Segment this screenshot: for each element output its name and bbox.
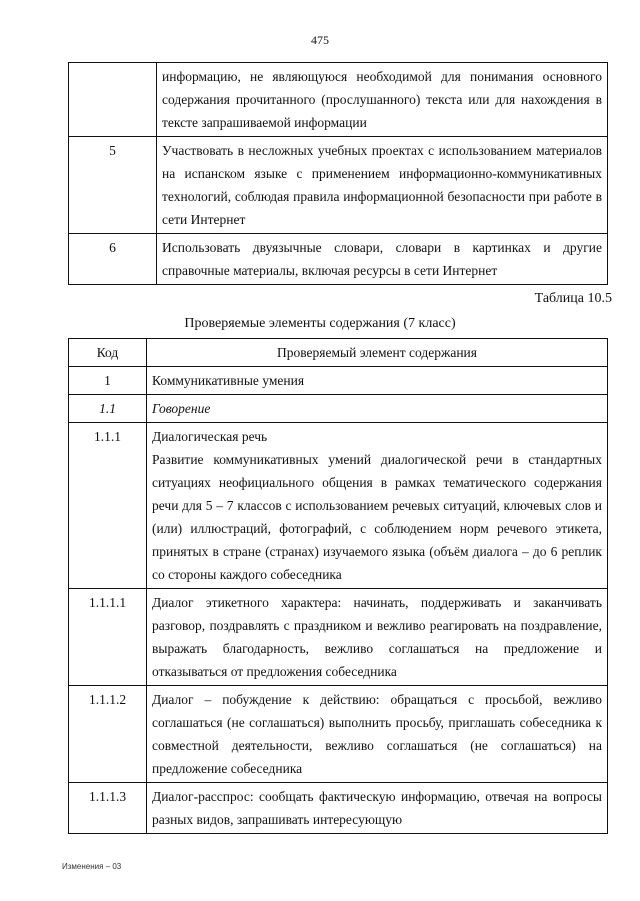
row-cell bbox=[147, 423, 608, 589]
table-row bbox=[69, 783, 608, 834]
row-title: Говорение bbox=[147, 395, 608, 423]
table-caption: Проверяемые элементы содержания (7 класс) bbox=[184, 316, 456, 331]
row-code: 6 bbox=[69, 234, 157, 285]
table-row bbox=[69, 589, 608, 686]
table-row bbox=[69, 63, 608, 137]
row-text: Диалог – побуждение к действию: обращаться с просьбой, вежливо соглашаться (не соглашаться) выполнить просьбу, приглашать собеседника к совместной деятельности, вежливо соглашаться (не соглашаться) на предложение собеседника bbox=[147, 686, 608, 783]
table-row bbox=[69, 137, 608, 234]
row-code: 1.1.1 bbox=[69, 423, 147, 589]
table-row bbox=[69, 234, 608, 285]
row-code: 1.1.1.1 bbox=[69, 589, 147, 686]
row-text: Использовать двуязычные словари, словари в картинках и другие справочные материалы, включая ресурсы в сети Интернет bbox=[157, 234, 608, 285]
row-text: Диалог-расспрос: сообщать фактическую информацию, отвечая на вопросы разных видов, запрашивать интересующую bbox=[147, 783, 608, 834]
table-row bbox=[69, 367, 608, 395]
row-text: информацию, не являющуюся необходимой для понимания основного содержания прочитанного (прослушанного) текста или для нахождения в тексте запрашиваемой информации bbox=[157, 63, 608, 137]
table-header-row bbox=[69, 339, 608, 367]
content-elements-table bbox=[68, 338, 608, 834]
objectives-table-continued bbox=[68, 62, 608, 285]
row-text: Участвовать в несложных учебных проектах с использованием материалов на испанском языке с применением информационно-коммуникативных технологий, соблюдая правила информационной безопасности при работе в сети Интернет bbox=[157, 137, 608, 234]
table-row bbox=[69, 686, 608, 783]
table-row bbox=[69, 395, 608, 423]
row-code: 1.1.1.3 bbox=[69, 783, 147, 834]
row-title: Коммуникативные умения bbox=[147, 367, 608, 395]
table-number: Таблица 10.5 bbox=[534, 291, 612, 306]
row-code: 5 bbox=[69, 137, 157, 234]
footer-revision: Изменения – 03 bbox=[62, 862, 122, 871]
row-text: Диалог этикетного характера: начинать, поддерживать и заканчивать разговор, поздравлять с праздником и вежливо реагировать на поздравление, выражать благодарность, вежливо соглашаться на предложение и отказываться от предложения собеседника bbox=[147, 589, 608, 686]
table-row bbox=[69, 423, 608, 589]
row-code: 1.1.1.2 bbox=[69, 686, 147, 783]
header-code: Код bbox=[69, 339, 147, 367]
row-text: Развитие коммуникативных умений диалогической речи в стандартных ситуациях неофициального общения в рамках тематического содержания речи для 5 – 7 классов с использованием речевых ситуаций, ключевых слов и (или) иллюстраций, фотографий, с соблюдением норм речевого этикета, принятых в стране (странах) изучаемого языка (объём диалога – до 6 реплик со стороны каждого собеседника bbox=[152, 452, 602, 582]
row-code bbox=[69, 63, 157, 137]
row-code: 1.1 bbox=[69, 395, 147, 423]
page-number: 475 bbox=[311, 33, 329, 47]
row-title: Диалогическая речь bbox=[152, 429, 268, 444]
header-element: Проверяемый элемент содержания bbox=[147, 339, 608, 367]
row-code: 1 bbox=[69, 367, 147, 395]
